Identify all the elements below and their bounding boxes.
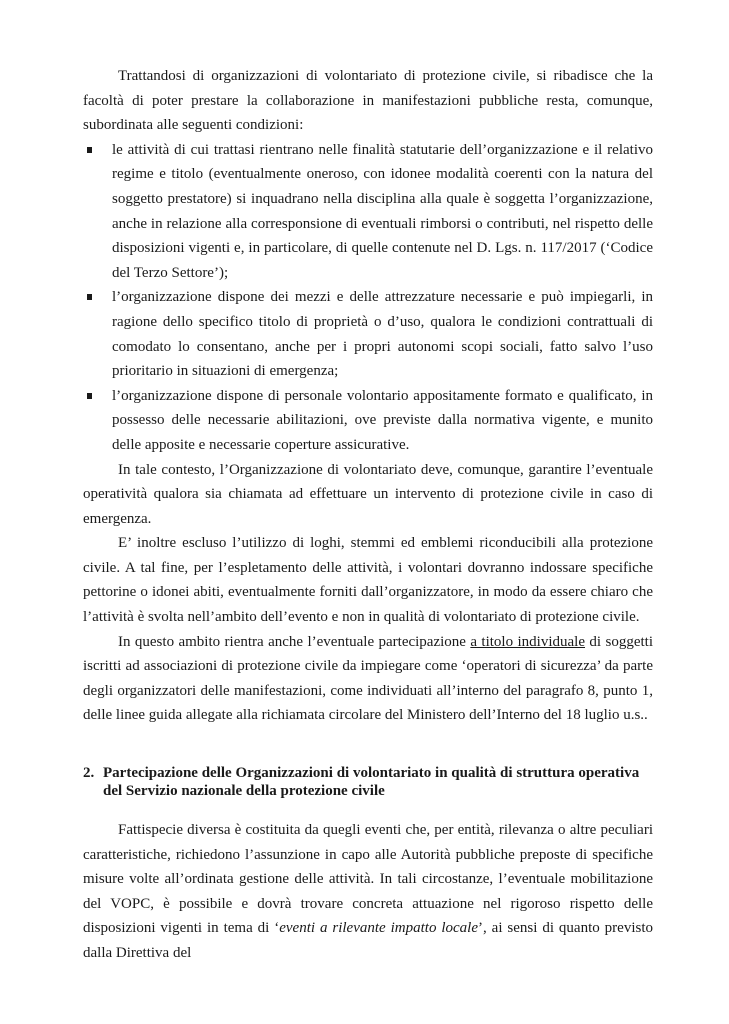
conditions-list bbox=[83, 138, 653, 458]
condition-text: l’organizzazione dispone dei mezzi e delle attrezzature necessarie e può impiegarli, in ragione dello specifico titolo di proprietà o d’uso, qualora le condizioni contrattuali di comodato lo consentano, anche per i propri autonomi scopi sociali, fatto salvo l’uso prioritario in situazioni di emergenza; bbox=[112, 289, 653, 380]
section-number: 2. bbox=[83, 765, 95, 782]
square-bullet-icon bbox=[87, 393, 92, 399]
individual-participation-paragraph bbox=[83, 630, 653, 728]
intro-paragraph: Trattandosi di organizzazioni di volontariato di protezione civile, si ribadisce che la facoltà di poter prestare la collaborazione in manifestazioni pubbliche resta, comunque, subordinata alle seguenti condizioni: bbox=[83, 68, 653, 134]
section-heading bbox=[83, 764, 653, 800]
italic-phrase: eventi a rilevante impatto locale bbox=[279, 920, 479, 937]
text-segment: di soggetti iscritti ad associazioni di protezione civile da impiegare come ‘operatori di sicurezza’ da parte degli organizzatori delle manifestazioni, come individuati all’interno del paragrafo 8, punto 1, delle linee guida allegate alla richiamata circolare del Ministero dell’Interno del 18 luglio u.s.. bbox=[83, 633, 653, 724]
condition-item bbox=[83, 138, 653, 286]
logos-paragraph: E’ inoltre escluso l’utilizzo di loghi, stemmi ed emblemi riconducibili alla protezione civile. A tal fine, per l’espletamento delle attività, i volontari dovranno indossare specifiche pettorine o idonei abiti, eventualmente forniti dall’organizzatore, in modo da essere chiaro che l’attività è svolta nell’ambito dell’evento e non in qualità di volontariato di protezione civile. bbox=[83, 535, 653, 626]
condition-text: le attività di cui trattasi rientrano nelle finalità statutarie dell’organizzazione e il relativo regime e titolo (eventualmente oneroso, con idonee modalità coerenti con la natura del soggetto prestatore) si inquadrano nella disciplina alla quale è soggetta l’organizzazione, anche in relazione alla corresponsione di eventuali rimborsi o contributi, nel rispetto delle disposizioni vigenti e, in particolare, di quelle contenute nel D. Lgs. n. 117/2017 (‘Codice del Terzo Settore’); bbox=[112, 141, 653, 281]
text-segment: ’, ai sensi di quanto previsto dalla Direttiva del bbox=[83, 920, 653, 961]
condition-item bbox=[83, 384, 653, 458]
square-bullet-icon bbox=[87, 294, 92, 300]
condition-item bbox=[83, 285, 653, 383]
context-paragraph: In tale contesto, l’Organizzazione di volontariato deve, comunque, garantire l’eventuale operatività qualora sia chiamata ad effettuare un intervento di protezione civile in caso di emergenza. bbox=[83, 461, 653, 527]
section2-paragraph bbox=[83, 818, 653, 966]
text-segment: In questo ambito rientra anche l’eventuale partecipazione bbox=[118, 633, 471, 650]
condition-text: l’organizzazione dispone di personale volontario appositamente formato e qualificato, in possesso delle necessarie abilitazioni, ove previste dalla normativa vigente, e munito delle apposite e necessarie coperture assicurative. bbox=[112, 387, 653, 453]
text-segment: Fattispecie diversa è costituita da quegli eventi che, per entità, rilevanza o altre peculiari caratteristiche, richiedono l’assunzione in capo alle Autorità pubbliche preposte di specifiche misure volte all’ordinata gestione delle attività. In tali circostanze, l’eventuale mobilitazione del VOPC, è possibile e dovrà trovare concreta attuazione nel rigoroso rispetto delle disposizioni vigenti in tema di ‘ bbox=[83, 822, 653, 937]
underlined-phrase: a titolo individuale bbox=[470, 633, 585, 650]
section-title: Partecipazione delle Organizzazioni di volontariato in qualità di struttura operativa del Servizio nazionale della protezione civile bbox=[103, 765, 640, 800]
document-page bbox=[83, 64, 653, 966]
square-bullet-icon bbox=[87, 147, 92, 153]
